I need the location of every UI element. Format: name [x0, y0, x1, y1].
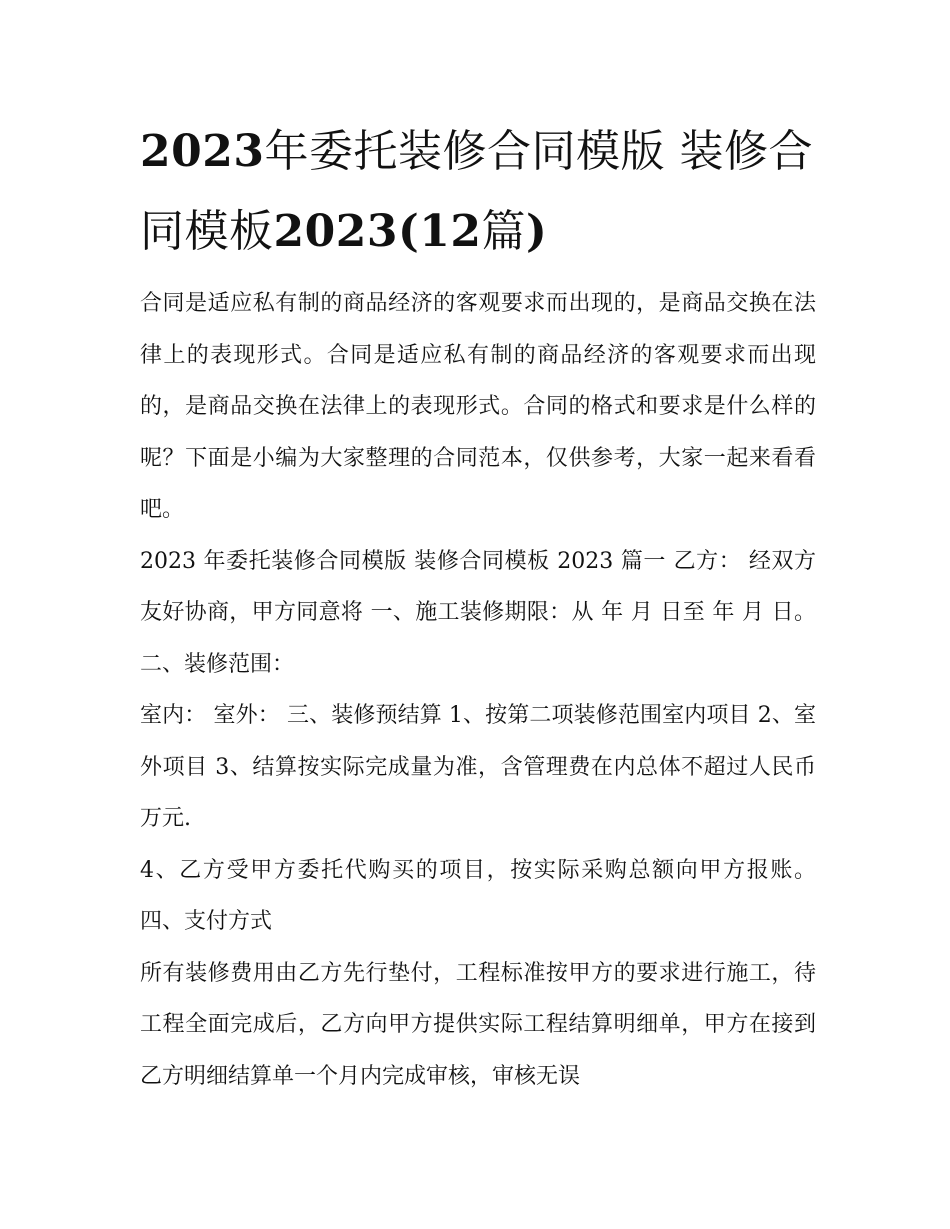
paragraph-clause-four: 4、乙方受甲方委托代购买的项目，按实际采购总额向甲方报账。 四、支付方式	[140, 857, 816, 934]
paragraph-payment: 所有装修费用由乙方先行垫付，工程标准按甲方的要求进行施工，待工程全面完成后，乙方向甲方提供实际工程结算明细单，甲方在接到乙方明细结算单一个月内完成审核，审核无误	[140, 960, 816, 1089]
title-part: 年委托装修合同模版 装修合同模板	[140, 126, 813, 257]
title-part: 2023(12	[273, 206, 482, 257]
document-title	[140, 112, 820, 272]
title-part: )	[526, 206, 548, 257]
paragraph-intro: 合同是适应私有制的商品经济的客观要求而出现的，是商品交换在法律上的表现形式。合同是适应私有制的商品经济的客观要求而出现的，是商品交换在法律上的表现形式。合同的格式和要求是什么样的呢？下面是小编为大家整理的合同范本，仅供参考，大家一起来看看吧。	[140, 291, 816, 522]
paragraph-clause-one: 2023 年委托装修合同模版 装修合同模板 2023 篇一 乙方： 经双方友好协商，甲方同意将 一、施工装修期限：从 年 月 日至 年 月 日。 二、装修范围：	[140, 548, 816, 677]
paragraph-clause-three: 室内： 室外： 三、装修预结算 1、按第二项装修范围室内项目 2、室外项目 3、结算按实际完成量为准，含管理费在内总体不超过人民币万元.	[140, 703, 816, 831]
title-part: 2023	[140, 126, 265, 177]
document-body	[140, 278, 816, 1102]
title-part: 篇	[481, 206, 527, 257]
